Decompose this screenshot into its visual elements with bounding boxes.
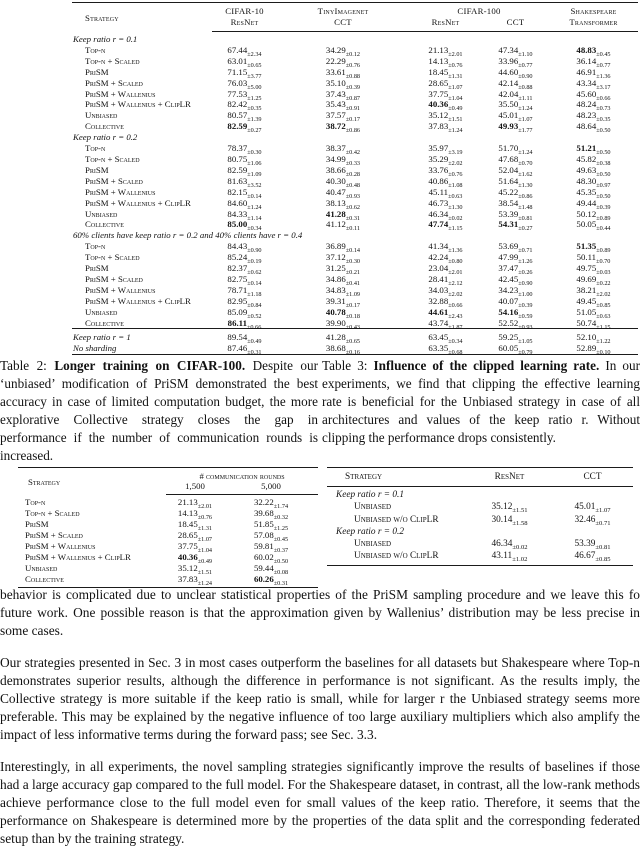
value-cell: $34.83_{\pm 1.09}$ [325, 284, 361, 298]
col-cct: CCT [552, 468, 633, 487]
value-cell: $14.13_{\pm 0.76}$ [428, 55, 463, 69]
value-cell: $48.83_{\pm 0.45}$ [576, 44, 611, 58]
value-cell: $35.50_{\pm 1.24}$ [498, 99, 533, 113]
strategy-column-header: Strategy [327, 468, 467, 487]
value-cell: $21.13_{\pm 2.01}$ [177, 497, 213, 510]
value-cell: $37.47_{\pm 0.26}$ [498, 263, 533, 276]
table-row [18, 519, 318, 530]
value-cell: $46.34_{\pm 0.02}$ [428, 208, 463, 222]
value-cell: $40.78_{\pm 0.18}$ [325, 306, 361, 320]
value-cell: $54.16_{\pm 0.59}$ [498, 306, 533, 320]
table-row [327, 514, 633, 526]
value-cell: $28.65_{\pm 1.07}$ [428, 77, 463, 91]
value-cell: $87.46_{\pm 0.31}$ [227, 342, 262, 356]
value-cell: $45.60_{\pm 0.66}$ [576, 88, 611, 102]
value-cell: $54.31_{\pm 0.27}$ [498, 219, 533, 233]
value-cell: $45.35_{\pm 0.50}$ [576, 186, 611, 200]
value-cell: $32.88_{\pm 0.66}$ [428, 295, 463, 309]
section-label: Keep ratio r = 0.2 [336, 526, 404, 537]
value-cell: $78.71_{\pm 1.18}$ [227, 284, 262, 298]
col-group-cifar10: CIFAR-10 [225, 6, 264, 16]
value-cell: $86.11_{\pm 0.66}$ [227, 317, 262, 331]
value-cell: $41.28_{\pm 0.31}$ [325, 208, 361, 222]
table-row [72, 99, 638, 110]
value-cell: $63.01_{\pm 0.65}$ [227, 55, 262, 69]
value-cell: $45.01_{\pm 1.07}$ [574, 502, 611, 515]
value-cell: $33.61_{\pm 0.88}$ [325, 66, 361, 80]
value-cell: $40.30_{\pm 0.48}$ [325, 175, 361, 189]
section-label: Keep ratio r = 0.1 [73, 34, 138, 44]
value-cell: $36.89_{\pm 0.14}$ [325, 241, 361, 254]
value-cell: $82.37_{\pm 0.62}$ [227, 263, 262, 276]
value-cell: $41.28_{\pm 0.65}$ [277, 329, 409, 343]
strategy-label: Top-n [25, 497, 46, 507]
strategy-label: Unbiased w/o ClipLR [354, 551, 439, 562]
strategy-label: Collective [85, 121, 124, 132]
value-cell: $39.68_{\pm 0.32}$ [253, 508, 289, 521]
value-cell: $33.76_{\pm 0.76}$ [428, 164, 463, 178]
strategy-label: Unbiased [85, 110, 118, 121]
value-cell: $35.12_{\pm 1.51}$ [177, 563, 213, 576]
value-cell: $36.14_{\pm 0.77}$ [576, 55, 611, 69]
value-cell: $41.34_{\pm 1.36}$ [428, 241, 463, 254]
value-cell: $42.24_{\pm 0.80}$ [428, 252, 463, 265]
value-cell: $81.63_{\pm 3.52}$ [227, 175, 262, 189]
paragraph-1: behavior is complicated due to unclear statistical properties of the PriSM sampling procedure and we leave this fo future work. One possible reason is that the approximation given by Wallenius’ distribution may be less precise in some cases. [0, 587, 640, 639]
value-cell: $44.60_{\pm 0.90}$ [498, 66, 533, 80]
table-row [18, 563, 318, 574]
value-cell: $82.59_{\pm 1.09}$ [227, 164, 262, 178]
value-cell: $78.37_{\pm 0.30}$ [227, 143, 262, 156]
value-cell: $42.04_{\pm 1.11}$ [498, 88, 533, 102]
strategy-label: PriSM [25, 519, 49, 529]
value-cell: $43.34_{\pm 3.17}$ [576, 77, 611, 91]
table-row [72, 45, 638, 56]
table2-caption-prefix: Table 2: [0, 358, 47, 373]
col-group-tinyimagenet: TinyImagenet [317, 6, 369, 16]
value-cell: $82.42_{\pm 0.35}$ [227, 99, 262, 113]
table-section-row [327, 486, 633, 501]
value-cell: $45.01_{\pm 1.07}$ [498, 110, 533, 124]
value-cell: $60.26_{\pm 0.31}$ [253, 574, 289, 587]
value-cell: $82.75_{\pm 0.14}$ [227, 273, 262, 287]
clip-table-body [327, 486, 633, 565]
strategy-label: PriSM [85, 164, 109, 175]
value-cell: $51.85_{\pm 1.25}$ [253, 519, 289, 532]
table-row [72, 241, 638, 252]
value-cell: $50.05_{\pm 0.44}$ [576, 219, 611, 233]
table-section-row [327, 526, 633, 538]
strategy-label: PriSM [85, 66, 109, 77]
value-cell: $37.75_{\pm 1.04}$ [428, 88, 463, 102]
value-cell: $47.68_{\pm 0.70}$ [498, 153, 533, 167]
table-row [72, 252, 638, 263]
value-cell: $46.73_{\pm 1.30}$ [428, 197, 463, 211]
strategy-label: PriSM [85, 263, 109, 274]
value-cell: $39.31_{\pm 0.17}$ [325, 295, 361, 309]
value-cell: $53.39_{\pm 0.81}$ [498, 208, 533, 222]
paragraph-3: Interestingly, in all experiments, the novel sampling strategies significantly improve the results of baselines if those had a large accuracy gap compared to the full model. For the Shakespeare dataset, in contrast, all the low-rank methods achieve performance close to the full model even for small values of the keep ratio. Therefore, it seems that the performance on Shakespeare is determined more by the properties of the data split and the corresponding federated setup than by the training strategy. [0, 758, 640, 847]
subcol-transformer: Transformer [549, 17, 638, 32]
value-cell: $38.13_{\pm 0.62}$ [325, 197, 361, 211]
value-cell: $50.11_{\pm 0.70}$ [576, 252, 611, 265]
value-cell: $38.72_{\pm 0.86}$ [325, 121, 361, 134]
value-cell: $42.45_{\pm 0.90}$ [498, 273, 533, 287]
strategy-label: PriSM + Wallenius [85, 88, 156, 99]
value-cell: $80.57_{\pm 1.39}$ [227, 110, 262, 124]
value-cell: $80.75_{\pm 1.06}$ [227, 153, 262, 167]
strategy-label: PriSM + Scaled [85, 273, 143, 284]
value-cell: $35.43_{\pm 0.91}$ [325, 99, 361, 113]
value-cell: $21.13_{\pm 2.01}$ [428, 44, 463, 58]
value-cell: $51.70_{\pm 1.24}$ [498, 143, 533, 156]
value-cell: $34.29_{\pm 0.12}$ [325, 44, 361, 58]
value-cell: $49.69_{\pm 0.22}$ [576, 273, 611, 287]
value-cell: $50.74_{\pm 1.15}$ [576, 317, 611, 331]
value-cell: $34.86_{\pm 0.41}$ [325, 273, 361, 287]
value-cell: $63.35_{\pm 0.68}$ [428, 342, 463, 356]
subcol-resnet-2: ResNet [409, 17, 482, 32]
value-cell: $82.15_{\pm 0.14}$ [227, 186, 262, 200]
value-cell: $46.67_{\pm 0.85}$ [574, 551, 611, 564]
value-cell: $34.23_{\pm 1.00}$ [498, 284, 533, 298]
strategy-label: Top-n + Scaled [85, 55, 140, 66]
table2-caption-body: Despite our ‘unbiased’ modification of PriSM demonstrated the best accuracy in case of limited computation budget, the more explorative Collective strategy closes the gap in performance if the number of communication rounds is increased. [0, 358, 319, 464]
body-text [0, 586, 640, 850]
table-row [72, 343, 638, 354]
value-cell: $38.37_{\pm 0.42}$ [325, 143, 361, 156]
table-row [327, 538, 633, 550]
strategy-label: Unbiased w/o ClipLR [354, 514, 439, 525]
value-cell: $40.47_{\pm 0.93}$ [325, 186, 361, 200]
value-cell: $49.45_{\pm 0.85}$ [576, 295, 611, 309]
value-cell: $35.97_{\pm 3.19}$ [428, 143, 463, 156]
table-row [72, 198, 638, 209]
header-row [327, 468, 633, 487]
table-section-row [72, 32, 638, 45]
strategy-label: Top-n + Scaled [85, 153, 140, 164]
right-column [322, 357, 640, 585]
table-row [18, 508, 318, 519]
strategy-label: PriSM + Wallenius [85, 186, 156, 197]
value-cell: $40.86_{\pm 1.08}$ [428, 175, 463, 189]
value-cell: $44.61_{\pm 2.43}$ [428, 306, 463, 320]
strategy-label: PriSM + Wallenius + ClipLR [85, 197, 191, 208]
table-row [72, 56, 638, 67]
table-row [72, 176, 638, 187]
strategy-label: Collective [25, 574, 64, 584]
value-cell: $51.21_{\pm 0.50}$ [576, 143, 611, 156]
table-row [72, 285, 638, 296]
table-row [18, 552, 318, 563]
value-cell: $28.65_{\pm 1.07}$ [177, 530, 213, 543]
table-row [18, 541, 318, 552]
table2-caption [0, 357, 318, 466]
value-cell: $42.14_{\pm 0.88}$ [498, 77, 533, 91]
table3-caption-title: Influence of the clipped learning rate. [373, 358, 600, 373]
value-cell: $52.89_{\pm 0.10}$ [576, 342, 611, 356]
main-table-header [72, 3, 638, 32]
value-cell: $47.74_{\pm 1.15}$ [428, 219, 463, 233]
strategy-label: Top-n + Scaled [25, 508, 80, 518]
value-cell: $52.04_{\pm 1.62}$ [498, 164, 533, 178]
value-cell: $37.75_{\pm 1.04}$ [177, 541, 213, 554]
clip-table-header [327, 468, 633, 487]
value-cell: $82.95_{\pm 0.84}$ [227, 295, 262, 309]
subcol-1500: 1,500 [166, 481, 224, 494]
strategy-label: Unbiased [85, 306, 118, 317]
strategy-label: PriSM + Wallenius [25, 541, 96, 551]
table-row [72, 296, 638, 307]
value-cell: $38.68_{\pm 0.16}$ [325, 342, 361, 356]
subcol-cct-2: CCT [482, 17, 549, 32]
strategy-label: Unbiased [354, 539, 392, 550]
value-cell: $59.81_{\pm 0.37}$ [253, 541, 289, 554]
value-cell: $34.99_{\pm 0.33}$ [325, 153, 361, 167]
value-cell: $40.36_{\pm 0.49}$ [177, 552, 213, 565]
table-row [72, 89, 638, 100]
value-cell: $52.52_{\pm 0.93}$ [498, 317, 533, 331]
main-table-footer [72, 329, 638, 354]
strategy-label: Top-n [85, 44, 106, 55]
main-results-table [72, 2, 638, 355]
value-cell: $35.29_{\pm 2.02}$ [428, 153, 463, 167]
value-cell: $57.08_{\pm 0.45}$ [253, 530, 289, 543]
value-cell: $60.05_{\pm 0.79}$ [498, 342, 533, 356]
table-row [72, 274, 638, 285]
value-cell: $35.12_{\pm 1.51}$ [491, 502, 528, 515]
value-cell: $40.07_{\pm 0.39}$ [498, 295, 533, 309]
value-cell: $51.35_{\pm 0.89}$ [576, 241, 611, 254]
strategy-label: PriSM + Wallenius + ClipLR [25, 552, 131, 562]
table-row [72, 209, 638, 220]
left-column [0, 357, 318, 585]
value-cell: $46.91_{\pm 1.36}$ [576, 66, 611, 80]
table-row [72, 307, 638, 318]
table-row [72, 143, 638, 154]
value-cell: $47.34_{\pm 1.10}$ [498, 44, 533, 58]
strategy-label: Collective [85, 219, 124, 230]
table2-caption-title: Longer training on CIFAR-100. [54, 358, 246, 373]
col-group-cifar100: CIFAR-100 [457, 6, 501, 16]
table-row [72, 318, 638, 329]
value-cell: $14.13_{\pm 0.76}$ [177, 508, 213, 521]
value-cell: $35.12_{\pm 1.51}$ [428, 110, 463, 124]
subcol-cct: CCT [277, 17, 409, 32]
strategy-column-header: Strategy [85, 13, 119, 24]
clip-lr-table [327, 467, 633, 566]
value-cell: $38.21_{\pm 2.02}$ [576, 284, 611, 298]
value-cell: $38.66_{\pm 0.28}$ [325, 164, 361, 178]
strategy-label: Top-n [85, 241, 106, 252]
table-row [72, 219, 638, 230]
table-row [72, 78, 638, 89]
value-cell: $47.99_{\pm 1.26}$ [498, 252, 533, 265]
value-cell: $51.64_{\pm 1.30}$ [498, 175, 533, 189]
value-cell: $38.54_{\pm 1.48}$ [498, 197, 533, 211]
value-cell: $53.39_{\pm 0.81}$ [574, 539, 611, 551]
value-cell: $32.46_{\pm 0.71}$ [574, 514, 611, 527]
value-cell: $48.23_{\pm 0.35}$ [576, 110, 611, 124]
table-row [72, 263, 638, 274]
strategy-label: Collective [85, 317, 124, 328]
value-cell: $37.57_{\pm 0.17}$ [325, 110, 361, 124]
value-cell: $49.93_{\pm 1.77}$ [498, 121, 533, 134]
value-cell: $18.45_{\pm 1.31}$ [428, 66, 463, 80]
value-cell: $67.44_{\pm 2.34}$ [227, 44, 262, 58]
table-row [18, 530, 318, 541]
col-resnet: ResNet [467, 468, 552, 487]
table-row [72, 67, 638, 78]
strategy-label: Top-n [85, 143, 106, 154]
header-group-row [72, 3, 638, 18]
value-cell: $31.25_{\pm 0.21}$ [325, 263, 361, 276]
value-cell: $48.64_{\pm 0.50}$ [576, 121, 611, 134]
strategy-label: No sharding [73, 342, 117, 353]
strategy-label: Unbiased [354, 502, 392, 513]
value-cell: $45.11_{\pm 0.63}$ [428, 186, 463, 200]
value-cell: $46.34_{\pm 0.02}$ [491, 539, 528, 551]
strategy-column-header: Strategy [28, 477, 61, 487]
value-cell: $49.63_{\pm 0.50}$ [576, 164, 611, 178]
rounds-table-wrap [18, 467, 318, 588]
table3-caption [322, 357, 640, 447]
strategy-label: PriSM + Wallenius + ClipLR [85, 295, 191, 306]
value-cell: $84.43_{\pm 0.90}$ [227, 241, 262, 254]
value-cell: $60.02_{\pm 0.50}$ [253, 552, 289, 565]
value-cell: $35.10_{\pm 0.39}$ [325, 77, 361, 91]
subcol-resnet: ResNet [212, 17, 277, 32]
header-group-row [18, 468, 318, 482]
value-cell: $39.90_{\pm 0.43}$ [325, 317, 361, 331]
value-cell: $82.59_{\pm 0.27}$ [227, 121, 262, 134]
value-cell: $50.12_{\pm 0.89}$ [576, 208, 611, 222]
value-cell: $45.22_{\pm 0.86}$ [498, 186, 533, 200]
section-label: Keep ratio r = 0.1 [336, 490, 404, 501]
table-row [18, 494, 318, 508]
value-cell: $84.60_{\pm 1.24}$ [227, 197, 262, 211]
strategy-label: Top-n + Scaled [85, 252, 140, 263]
value-cell: $84.33_{\pm 1.14}$ [227, 208, 262, 222]
section-label: 60% clients have keep ratio r = 0.2 and 40% clients have r = 0.4 [73, 230, 303, 241]
value-cell: $63.45_{\pm 0.34}$ [409, 329, 482, 343]
table-row [72, 165, 638, 176]
rounds-table-body [18, 494, 318, 588]
value-cell: $71.15_{\pm 3.77}$ [227, 66, 262, 80]
value-cell: $37.12_{\pm 0.30}$ [325, 252, 361, 265]
table-row [72, 121, 638, 132]
value-cell: $76.03_{\pm 5.00}$ [227, 77, 262, 91]
rounds-table-header [18, 468, 318, 495]
col-group-shakespeare: Shakespeare [570, 6, 617, 16]
strategy-label: PriSM + Scaled [25, 530, 83, 540]
value-cell: $52.10_{\pm 1.22}$ [549, 329, 638, 343]
value-cell: $23.04_{\pm 2.01}$ [428, 263, 463, 276]
value-cell: $59.44_{\pm 0.08}$ [253, 563, 289, 576]
value-cell: $59.25_{\pm 1.05}$ [482, 329, 549, 343]
value-cell: $77.53_{\pm 1.25}$ [227, 88, 262, 102]
strategy-label: Unbiased [25, 563, 58, 573]
value-cell: $43.11_{\pm 1.02}$ [491, 551, 528, 564]
main-results-table-wrap [72, 2, 638, 355]
table3-caption-body: In our experiments, we find that clipping the effective learning rate is beneficial for the Unbiased strategy in case of all architectures and values of the keep ratio r. Without clipping the performance drops consistently. [322, 358, 640, 446]
subcol-5000: 5,000 [224, 481, 318, 494]
section-label: Keep ratio r = 0.2 [73, 132, 138, 143]
value-cell: $48.24_{\pm 0.73}$ [576, 99, 611, 113]
table-row [72, 329, 638, 343]
table-row [327, 501, 633, 513]
strategy-label: PriSM + Scaled [85, 77, 143, 88]
value-cell: $85.24_{\pm 0.19}$ [227, 252, 262, 265]
value-cell: $41.12_{\pm 0.11}$ [326, 219, 360, 233]
col-group-rounds: # communication rounds [199, 470, 285, 481]
value-cell: $22.29_{\pm 0.76}$ [325, 55, 361, 69]
value-cell: $28.41_{\pm 2.12}$ [428, 273, 463, 287]
value-cell: $37.83_{\pm 1.24}$ [177, 574, 213, 587]
paragraph-2: Our strategies presented in Sec. 3 in most cases outperform the baselines for all datasets but Shakespeare where Top-n demonstrates superior results, although the difference in performance is not significant. As the results imply, the Collective strategy is more suitable if the keep ratio is small, while for larger r the Unbiased strategy seems more preferable. This may be explained by the negative influence of too large auxiliary multipliers which also amplify the impact of less informative terms during the forward pass; see Sec. 3.3. [0, 654, 640, 743]
value-cell: $32.22_{\pm 1.74}$ [253, 497, 289, 510]
value-cell: $33.96_{\pm 0.77}$ [498, 55, 533, 69]
value-cell: $34.03_{\pm 2.02}$ [428, 284, 463, 298]
main-table-body [72, 32, 638, 329]
communication-rounds-table [18, 467, 318, 588]
clip-table-wrap [327, 467, 633, 566]
value-cell: $85.09_{\pm 0.52}$ [227, 306, 262, 320]
value-cell: $49.75_{\pm 0.03}$ [576, 263, 611, 276]
value-cell: $30.14_{\pm 1.58}$ [491, 514, 528, 527]
value-cell: $43.74_{\pm 1.87}$ [428, 317, 463, 331]
table3-caption-prefix: Table 3: [322, 358, 368, 373]
value-cell: $85.00_{\pm 0.34}$ [227, 219, 262, 233]
strategy-label: PriSM + Scaled [85, 175, 143, 186]
value-cell: $37.83_{\pm 1.24}$ [428, 121, 463, 134]
value-cell: $18.45_{\pm 1.31}$ [177, 519, 213, 532]
value-cell: $45.82_{\pm 0.38}$ [576, 153, 611, 167]
table-row [72, 187, 638, 198]
value-cell: $51.05_{\pm 0.63}$ [576, 306, 611, 320]
value-cell: $40.36_{\pm 0.49}$ [428, 99, 463, 113]
value-cell: $53.69_{\pm 0.71}$ [498, 241, 533, 254]
value-cell: $49.44_{\pm 0.39}$ [576, 197, 611, 211]
value-cell: $89.54_{\pm 0.49}$ [212, 329, 277, 343]
table-row [72, 154, 638, 165]
value-cell: $48.30_{\pm 0.97}$ [576, 175, 611, 189]
value-cell: $37.43_{\pm 0.87}$ [325, 88, 361, 102]
table-row [327, 550, 633, 565]
strategy-label: Keep ratio r = 1 [72, 329, 212, 343]
strategy-label: PriSM + Wallenius + ClipLR [85, 99, 191, 110]
strategy-label: PriSM + Wallenius [85, 284, 156, 295]
table-row [72, 110, 638, 121]
strategy-label: Unbiased [85, 208, 118, 219]
